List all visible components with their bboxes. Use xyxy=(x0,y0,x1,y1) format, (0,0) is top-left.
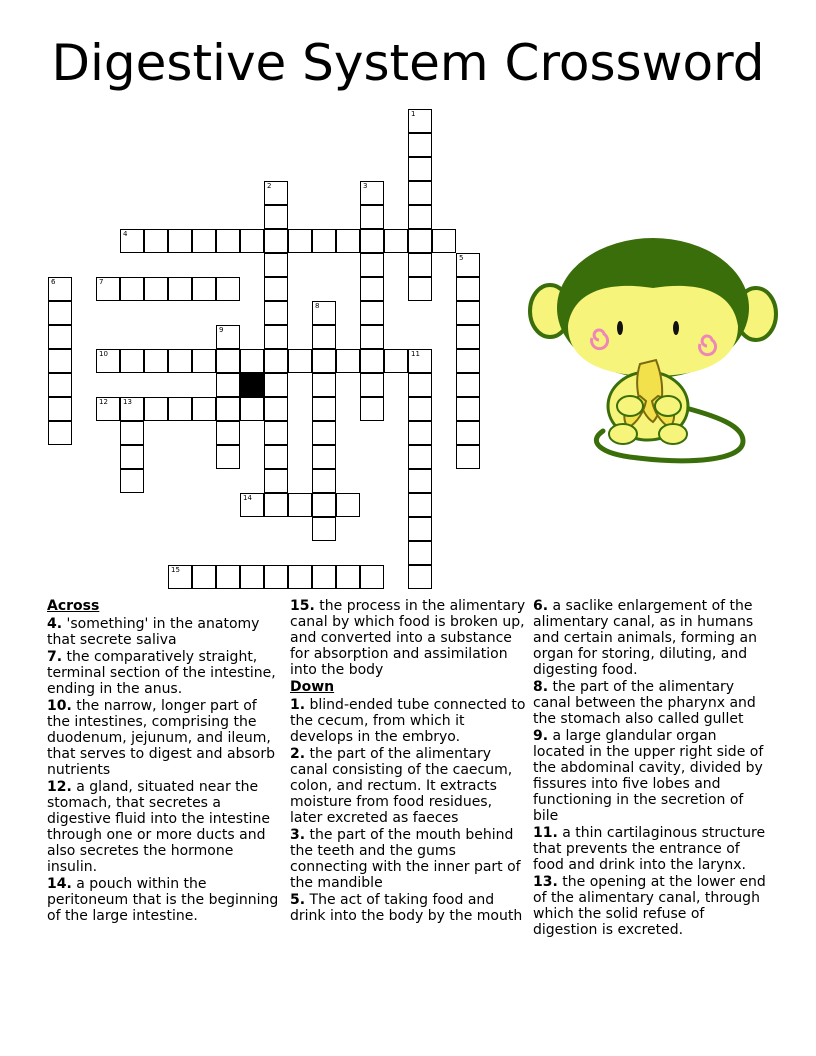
clue-across-7: 7. the comparatively straight, terminal section of the intestine, ending in the anus. xyxy=(47,649,276,697)
grid-cell[interactable] xyxy=(216,325,240,349)
clue-down-3: 3. the part of the mouth behind the teeth and the gums connecting with the inner part of the mandible xyxy=(290,827,521,891)
clue-across-12: 12. a gland, situated near the stomach, that secretes a digestive fluid into the intestine through one or more ducts and also secretes the hormone insulin. xyxy=(47,779,270,875)
grid-cell[interactable] xyxy=(288,565,312,589)
grid-cell[interactable] xyxy=(216,397,240,421)
monkey-illustration xyxy=(528,236,778,476)
clue-down-13: 13. the opening at the lower end of the alimentary canal, through which the solid refuse of digestion is excreted. xyxy=(533,874,766,938)
grid-cell[interactable] xyxy=(264,277,288,301)
across-heading: Across xyxy=(47,598,100,614)
grid-cell[interactable] xyxy=(144,229,168,253)
grid-cell[interactable] xyxy=(288,229,312,253)
grid-cell[interactable] xyxy=(168,565,192,589)
grid-cell[interactable] xyxy=(456,373,480,397)
grid-cell[interactable] xyxy=(312,493,336,517)
clue-number: 14 xyxy=(243,494,252,502)
clues-column-2 xyxy=(290,598,526,925)
grid-cell[interactable] xyxy=(408,397,432,421)
grid-cell[interactable] xyxy=(216,373,240,397)
clue-across-10: 10. the narrow, longer part of the intestines, comprising the duodenum, jejunum, and ileum, that serves to digest and absorb nutrients xyxy=(47,698,275,778)
clue-down-9: 9. a large glandular organ located in the upper right side of the abdominal cavity, divided by fissures into five lobes and functioning in the secretion of bile xyxy=(533,728,764,824)
grid-cell[interactable] xyxy=(168,277,192,301)
grid-cell[interactable] xyxy=(48,325,72,349)
right-foot xyxy=(659,424,687,444)
grid-cell[interactable] xyxy=(312,373,336,397)
grid-cell[interactable] xyxy=(192,397,216,421)
grid-cell[interactable] xyxy=(408,493,432,517)
grid-cell[interactable] xyxy=(264,325,288,349)
grid-cell[interactable] xyxy=(408,253,432,277)
grid-cell[interactable] xyxy=(48,373,72,397)
clue-number: 5 xyxy=(459,254,464,262)
grid-cell[interactable] xyxy=(240,229,264,253)
grid-cell[interactable] xyxy=(192,565,216,589)
clue-number: 8 xyxy=(315,302,320,310)
grid-cell[interactable] xyxy=(408,277,432,301)
clue-down-6: 6. a saclike enlargement of the alimentary canal, as in humans and certain animals, forming an organ for storing, diluting, and digesting food. xyxy=(533,598,757,678)
down-heading: Down xyxy=(290,679,335,695)
grid-cell[interactable] xyxy=(120,397,144,421)
grid-cell[interactable] xyxy=(408,373,432,397)
grid-cell[interactable] xyxy=(360,301,384,325)
clue-number: 13 xyxy=(123,398,132,406)
grid-cell[interactable] xyxy=(384,229,408,253)
grid-cell[interactable] xyxy=(312,301,336,325)
clue-down-5: 5. The act of taking food and drink into the body by the mouth xyxy=(290,892,523,924)
grid-cell[interactable] xyxy=(360,229,384,253)
grid-cell[interactable] xyxy=(264,397,288,421)
grid-cell[interactable] xyxy=(48,277,72,301)
grid-cell[interactable] xyxy=(456,397,480,421)
clue-down-8: 8. the part of the alimentary canal between the pharynx and the stomach also called gullet xyxy=(533,679,756,727)
clues-column-1 xyxy=(47,598,283,925)
grid-cell[interactable] xyxy=(408,541,432,565)
grid-cell[interactable] xyxy=(312,421,336,445)
grid-cell[interactable] xyxy=(240,493,264,517)
grid-cell[interactable] xyxy=(168,349,192,373)
grid-cell[interactable] xyxy=(120,229,144,253)
grid-cell[interactable] xyxy=(360,181,384,205)
clues-column-3 xyxy=(533,598,769,939)
grid-cell[interactable] xyxy=(408,157,432,181)
grid-cell[interactable] xyxy=(312,517,336,541)
clue-across-14: 14. a pouch within the peritoneum that is the beginning of the large intestine. xyxy=(47,876,279,924)
grid-cell[interactable] xyxy=(312,445,336,469)
grid-cell[interactable] xyxy=(240,565,264,589)
grid-cell[interactable] xyxy=(456,277,480,301)
clue-number: 1 xyxy=(411,110,416,118)
clue-number: 9 xyxy=(219,326,224,334)
grid-cell[interactable] xyxy=(312,229,336,253)
grid-cell[interactable] xyxy=(168,229,192,253)
grid-cell[interactable] xyxy=(360,325,384,349)
grid-cell[interactable] xyxy=(264,349,288,373)
grid-cell[interactable] xyxy=(264,253,288,277)
grid-cell[interactable] xyxy=(360,373,384,397)
grid-cell[interactable] xyxy=(336,349,360,373)
clue-number: 11 xyxy=(411,350,420,358)
grid-cell[interactable] xyxy=(456,445,480,469)
grid-cell[interactable] xyxy=(432,229,456,253)
clue-number: 12 xyxy=(99,398,108,406)
grid-cell[interactable] xyxy=(264,205,288,229)
grid-cell[interactable] xyxy=(192,229,216,253)
grid-cell[interactable] xyxy=(456,421,480,445)
grid-cell[interactable] xyxy=(240,349,264,373)
grid-cell[interactable] xyxy=(336,229,360,253)
grid-cell[interactable] xyxy=(48,349,72,373)
grid-cell[interactable] xyxy=(264,229,288,253)
grid-cell[interactable] xyxy=(456,349,480,373)
grid-cell[interactable] xyxy=(216,349,240,373)
black-cell xyxy=(240,373,264,397)
grid-cell[interactable] xyxy=(312,325,336,349)
clue-number: 15 xyxy=(171,566,180,574)
grid-cell[interactable] xyxy=(264,493,288,517)
clue-number: 2 xyxy=(267,182,272,190)
grid-cell[interactable] xyxy=(216,445,240,469)
grid-cell[interactable] xyxy=(408,229,432,253)
clue-number: 4 xyxy=(123,230,128,238)
grid-cell[interactable] xyxy=(288,349,312,373)
grid-cell[interactable] xyxy=(216,421,240,445)
right-eye xyxy=(673,321,679,335)
page-title: Digestive System Crossword xyxy=(51,34,765,92)
grid-cell[interactable] xyxy=(120,349,144,373)
grid-cell[interactable] xyxy=(96,277,120,301)
clue-down-1: 1. blind-ended tube connected to the cecum, from which it develops in the embryo. xyxy=(290,697,526,745)
grid-cell[interactable] xyxy=(408,181,432,205)
grid-cell[interactable] xyxy=(96,397,120,421)
grid-cell[interactable] xyxy=(456,301,480,325)
grid-cell[interactable] xyxy=(408,469,432,493)
grid-cell[interactable] xyxy=(264,373,288,397)
grid-cell[interactable] xyxy=(336,493,360,517)
clue-number: 3 xyxy=(363,182,368,190)
grid-cell[interactable] xyxy=(264,421,288,445)
clue-number: 10 xyxy=(99,350,108,358)
grid-cell[interactable] xyxy=(384,349,408,373)
grid-cell[interactable] xyxy=(408,109,432,133)
grid-cell[interactable] xyxy=(360,349,384,373)
clue-number: 6 xyxy=(51,278,56,286)
grid-cell[interactable] xyxy=(336,565,360,589)
grid-cell[interactable] xyxy=(240,397,264,421)
grid-cell[interactable] xyxy=(408,445,432,469)
grid-cell[interactable] xyxy=(192,349,216,373)
grid-cell[interactable] xyxy=(408,517,432,541)
grid-cell[interactable] xyxy=(360,565,384,589)
grid-cell[interactable] xyxy=(408,565,432,589)
grid-cell[interactable] xyxy=(96,349,120,373)
grid-cell[interactable] xyxy=(48,421,72,445)
clue-across-15: 15. the process in the alimentary canal by which food is broken up, and converted into a substance for absorption and assimilation into the body xyxy=(290,598,526,678)
grid-cell[interactable] xyxy=(48,397,72,421)
grid-cell[interactable] xyxy=(192,277,216,301)
grid-cell[interactable] xyxy=(216,277,240,301)
grid-cell[interactable] xyxy=(264,469,288,493)
grid-cell[interactable] xyxy=(288,493,312,517)
grid-cell[interactable] xyxy=(408,205,432,229)
grid-cell[interactable] xyxy=(264,565,288,589)
clue-down-2: 2. the part of the alimentary canal consisting of the caecum, colon, and rectum. It extracts moisture from food residues, later excreted as faeces xyxy=(290,746,513,826)
grid-cell[interactable] xyxy=(360,397,384,421)
grid-cell[interactable] xyxy=(120,421,144,445)
grid-cell[interactable] xyxy=(408,133,432,157)
grid-cell[interactable] xyxy=(312,565,336,589)
grid-cell[interactable] xyxy=(312,397,336,421)
grid-cell[interactable] xyxy=(216,565,240,589)
grid-cell[interactable] xyxy=(456,253,480,277)
grid-cell[interactable] xyxy=(48,301,72,325)
left-eye xyxy=(617,321,623,335)
grid-cell[interactable] xyxy=(264,445,288,469)
grid-cell[interactable] xyxy=(264,181,288,205)
left-hand xyxy=(617,396,643,416)
grid-cell[interactable] xyxy=(408,349,432,373)
grid-cell[interactable] xyxy=(264,301,288,325)
grid-cell[interactable] xyxy=(216,229,240,253)
grid-cell[interactable] xyxy=(456,325,480,349)
right-hand xyxy=(655,396,681,416)
grid-cell[interactable] xyxy=(360,253,384,277)
grid-cell[interactable] xyxy=(120,277,144,301)
grid-cell[interactable] xyxy=(360,277,384,301)
grid-cell[interactable] xyxy=(312,349,336,373)
grid-cell[interactable] xyxy=(120,445,144,469)
grid-cell[interactable] xyxy=(144,349,168,373)
clue-down-11: 11. a thin cartilaginous structure that prevents the entrance of food and drink into the larynx. xyxy=(533,825,766,873)
grid-cell[interactable] xyxy=(144,277,168,301)
grid-cell[interactable] xyxy=(168,397,192,421)
grid-cell[interactable] xyxy=(408,421,432,445)
grid-cell[interactable] xyxy=(144,397,168,421)
clue-number: 7 xyxy=(99,278,104,286)
left-foot xyxy=(609,424,637,444)
grid-cell[interactable] xyxy=(312,469,336,493)
grid-cell[interactable] xyxy=(120,469,144,493)
grid-cell[interactable] xyxy=(360,205,384,229)
clue-across-4: 4. 'something' in the anatomy that secrete saliva xyxy=(47,616,260,648)
